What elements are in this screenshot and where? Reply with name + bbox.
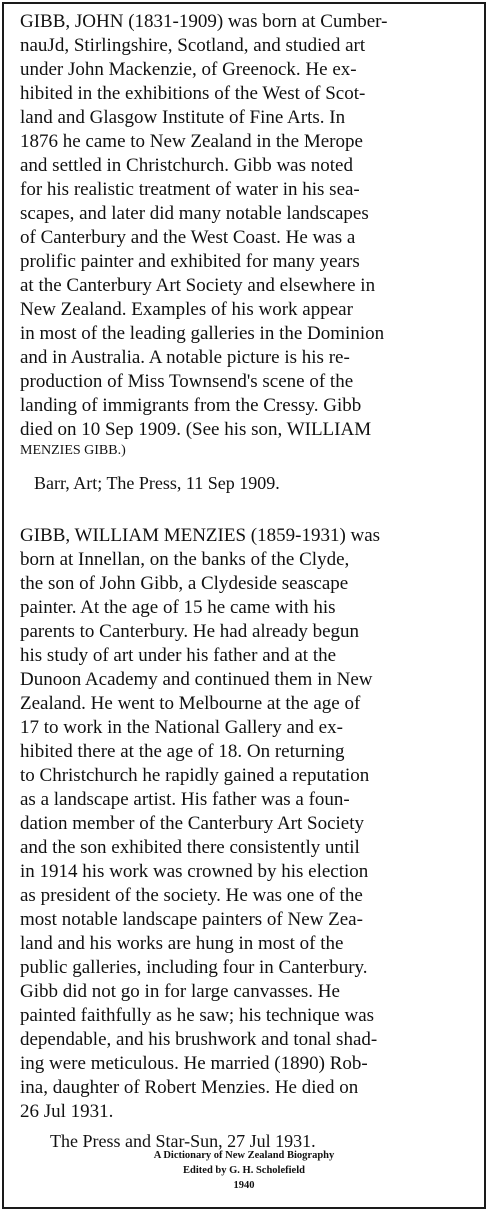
entry-john-gibb	[20, 12, 480, 517]
entry-line: land and his works are hung in most of the	[20, 933, 344, 954]
entry-line: Dunoon Academy and continued them in New	[20, 669, 373, 690]
entry-source: Barr, Art; The Press, 11 Sep 1909.	[34, 473, 280, 493]
page-frame	[2, 2, 486, 1209]
entry-line: most notable landscape painters of New Zea-	[20, 909, 363, 930]
entry-line: his study of art under his father and at the	[20, 645, 337, 666]
entry-line: born at Innellan, on the banks of the Clyde,	[20, 549, 350, 570]
entry-line: died on 10 Sep 1909. (See his son, WILLIAM	[20, 419, 372, 440]
entry-line: to Christchurch he rapidly gained a reputation	[20, 765, 370, 786]
entry-line: ing were meticulous. He married (1890) Rob-	[20, 1053, 368, 1074]
entry-line: nauJd, Stirlingshire, Scotland, and studied art	[20, 35, 366, 56]
entry-line: the son of John Gibb, a Clydeside seascape	[20, 573, 349, 594]
entry-line: of Canterbury and the West Coast. He was a	[20, 227, 356, 248]
entry-line: dependable, and his brushwork and tonal shad-	[20, 1029, 378, 1050]
entry-line: hibited there at the age of 18. On returning	[20, 741, 345, 762]
entry-line: public galleries, including four in Canterbury.	[20, 957, 368, 978]
entry-line: at the Canterbury Art Society and elsewhere in	[20, 275, 376, 296]
entry-line: for his realistic treatment of water in his sea-	[20, 179, 360, 200]
entry-line: under John Mackenzie, of Greenock. He ex-	[20, 59, 357, 80]
entry-line: GIBB, JOHN (1831-1909) was born at Cumber-	[20, 11, 388, 32]
footer-book-title: A Dictionary of New Zealand Biography	[153, 1150, 335, 1161]
entry-line: and in Australia. A notable picture is his re-	[20, 347, 350, 368]
entry-line: Zealand. He went to Melbourne at the age of	[20, 693, 361, 714]
entry-line: 26 Jul 1931.	[20, 1101, 114, 1122]
entry-line: 17 to work in the National Gallery and ex-	[20, 717, 343, 738]
entry-line: dation member of the Canterbury Art Society	[20, 813, 365, 834]
entry-line: prolific painter and exhibited for many years	[20, 251, 360, 272]
entry-william-menzies-gibb	[20, 526, 480, 1176]
entry-line: land and Glasgow Institute of Fine Arts. In	[20, 107, 346, 128]
entry-line: as a landscape artist. His father was a foun-	[20, 789, 350, 810]
entry-line: GIBB, WILLIAM MENZIES (1859-1931) was	[20, 525, 381, 546]
entry-line: parents to Canterbury. He had already begun	[20, 621, 360, 642]
entry-line: ina, daughter of Robert Menzies. He died on	[20, 1077, 359, 1098]
entry-line: scapes, and later did many notable landscapes	[20, 203, 369, 224]
entry-line: New Zealand. Examples of his work appear	[20, 299, 353, 320]
entry-source: The Press and Star-Sun, 27 Jul 1931.	[50, 1131, 316, 1151]
footer-editor: Edited by G. H. Scholefield	[183, 1165, 305, 1176]
entry-line: 1876 he came to New Zealand in the Merope	[20, 131, 363, 152]
entry-line: in most of the leading galleries in the Dominion	[20, 323, 385, 344]
entry-line: and settled in Christchurch. Gibb was noted	[20, 155, 353, 176]
entry-line: painter. At the age of 15 he came with his	[20, 597, 336, 618]
entry-line: landing of immigrants from the Cressy. Gibb	[20, 395, 362, 416]
entry-line: hibited in the exhibitions of the West of Scot-	[20, 83, 366, 104]
entry-line: painted faithfully as he saw; his technique was	[20, 1005, 375, 1026]
entry-line: in 1914 his work was crowned by his election	[20, 861, 369, 882]
entry-line: and the son exhibited there consistently until	[20, 837, 360, 858]
entry-line: MENZIES GIBB.)	[20, 443, 126, 458]
entry-line: as president of the society. He was one of the	[20, 885, 363, 906]
entry-line: Gibb did not go in for large canvasses. He	[20, 981, 340, 1002]
entry-line: production of Miss Townsend's scene of the	[20, 371, 354, 392]
footer-year: 1940	[233, 1180, 255, 1191]
